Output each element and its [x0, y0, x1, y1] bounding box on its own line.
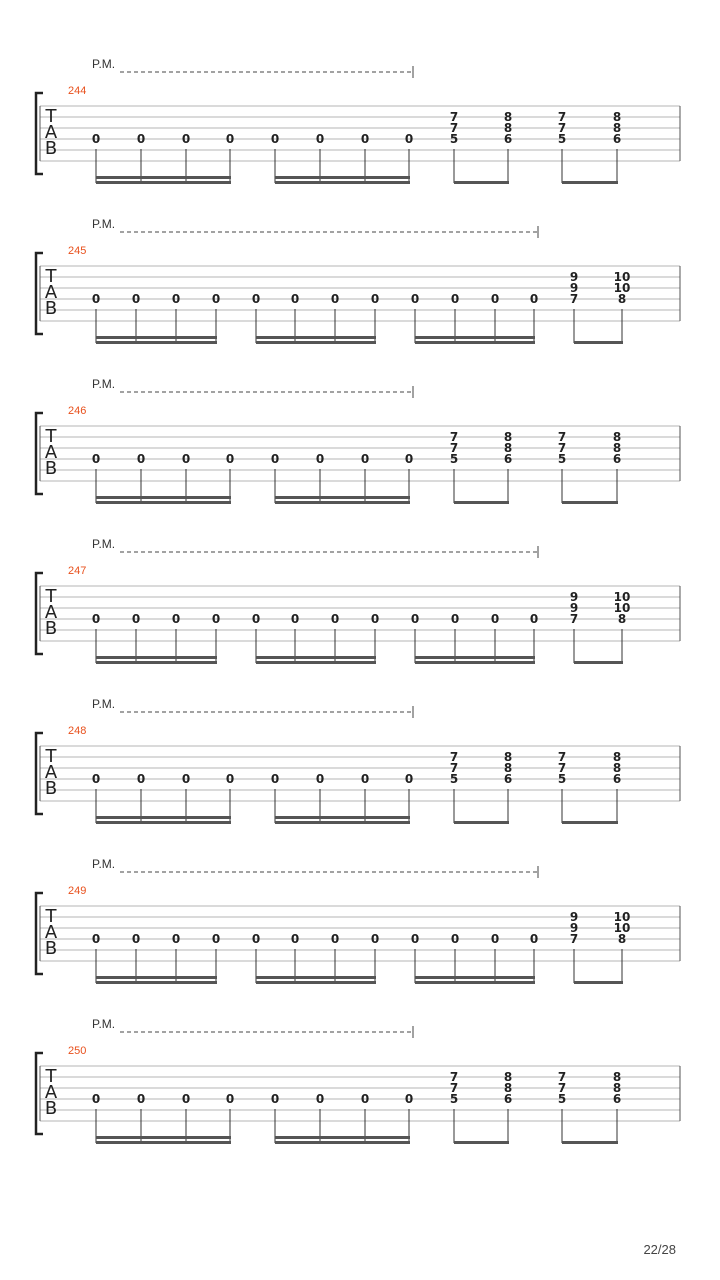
fret-number: 8	[503, 1081, 513, 1095]
fret-number: 5	[449, 132, 459, 146]
beam	[415, 981, 535, 984]
tab-clef-letter: A	[44, 442, 58, 463]
beam	[96, 981, 217, 984]
fret-number: 0	[225, 772, 235, 786]
fret-number: 0	[450, 932, 460, 946]
fret-number: 0	[450, 292, 460, 306]
fret-number: 0	[91, 612, 101, 626]
fret-number: 7	[557, 1070, 567, 1084]
fret-number: 0	[131, 292, 141, 306]
fret-number: 0	[315, 1092, 325, 1106]
beam	[415, 341, 535, 344]
fret-number: 0	[410, 932, 420, 946]
tab-clef-letter: B	[44, 138, 58, 159]
fret-number: 0	[404, 1092, 414, 1106]
fret-number: 7	[449, 750, 459, 764]
fret-number: 10	[613, 281, 631, 295]
measure-number: 244	[68, 85, 87, 97]
palm-mute-label: P.M.	[92, 57, 116, 71]
fret-number: 0	[404, 452, 414, 466]
fret-number: 8	[617, 612, 627, 626]
fret-number: 0	[181, 772, 191, 786]
tab-clef-letter: A	[44, 1082, 58, 1103]
fret-number: 8	[503, 1070, 513, 1084]
beam	[454, 501, 509, 504]
tab-clef-letter: T	[45, 266, 57, 287]
fret-number: 9	[569, 270, 579, 284]
fret-number: 8	[503, 110, 513, 124]
tab-system-249	[36, 857, 680, 984]
fret-number: 6	[612, 452, 622, 466]
fret-number: 0	[171, 932, 181, 946]
fret-number: 0	[211, 932, 221, 946]
fret-number: 7	[449, 441, 459, 455]
fret-number: 9	[569, 281, 579, 295]
fret-number: 8	[503, 750, 513, 764]
beam	[96, 661, 217, 664]
fret-number: 7	[449, 110, 459, 124]
beam-secondary	[96, 176, 231, 179]
fret-number: 0	[270, 452, 280, 466]
beam	[574, 661, 623, 664]
palm-mute-label: P.M.	[92, 857, 116, 871]
tab-system-246	[36, 377, 680, 504]
tab-clef-letter: B	[44, 1098, 58, 1119]
fret-number: 0	[360, 132, 370, 146]
measure-number: 248	[68, 725, 87, 737]
measure-number: 246	[68, 405, 87, 417]
fret-number: 10	[613, 601, 631, 615]
measure-number: 249	[68, 885, 87, 897]
tab-clef-letter: B	[44, 618, 58, 639]
beam	[256, 661, 376, 664]
beam-secondary	[96, 496, 231, 499]
fret-number: 0	[211, 292, 221, 306]
fret-number: 0	[360, 1092, 370, 1106]
fret-number: 7	[569, 932, 579, 946]
fret-number: 0	[529, 292, 539, 306]
beam-secondary	[256, 976, 376, 979]
fret-number: 5	[557, 1092, 567, 1106]
page-number: 22/28	[643, 1242, 676, 1257]
fret-number: 8	[612, 430, 622, 444]
fret-number: 0	[91, 132, 101, 146]
palm-mute-label: P.M.	[92, 217, 116, 231]
fret-number: 9	[569, 601, 579, 615]
fret-number: 7	[557, 761, 567, 775]
fret-number: 8	[617, 292, 627, 306]
fret-number: 0	[171, 292, 181, 306]
beam-secondary	[275, 496, 410, 499]
beam-secondary	[96, 336, 217, 339]
fret-number: 6	[503, 452, 513, 466]
beam-secondary	[275, 176, 410, 179]
beam-secondary	[275, 816, 410, 819]
fret-number: 0	[136, 132, 146, 146]
beam	[275, 181, 410, 184]
fret-number: 10	[613, 590, 631, 604]
fret-number: 7	[557, 110, 567, 124]
fret-number: 8	[612, 750, 622, 764]
fret-number: 7	[449, 761, 459, 775]
beam	[96, 181, 231, 184]
tab-clef-letter: B	[44, 938, 58, 959]
fret-number: 8	[503, 761, 513, 775]
fret-number: 0	[529, 612, 539, 626]
tab-clef-letter: A	[44, 762, 58, 783]
fret-number: 9	[569, 910, 579, 924]
fret-number: 7	[557, 121, 567, 135]
fret-number: 7	[557, 1081, 567, 1095]
tab-system-247	[36, 537, 680, 664]
beam-secondary	[96, 816, 231, 819]
measure-number: 250	[68, 1045, 87, 1057]
fret-number: 8	[612, 441, 622, 455]
fret-number: 7	[569, 292, 579, 306]
tab-clef-letter: T	[45, 586, 57, 607]
fret-number: 6	[503, 1092, 513, 1106]
fret-number: 0	[91, 292, 101, 306]
fret-number: 8	[612, 121, 622, 135]
tab-system-245	[36, 217, 680, 344]
fret-number: 0	[91, 452, 101, 466]
beam-secondary	[96, 656, 217, 659]
beam	[562, 1141, 618, 1144]
fret-number: 6	[612, 1092, 622, 1106]
fret-number: 7	[449, 430, 459, 444]
fret-number: 0	[290, 932, 300, 946]
beam-secondary	[96, 1136, 231, 1139]
beam-secondary	[275, 1136, 410, 1139]
fret-number: 0	[410, 292, 420, 306]
beam-secondary	[256, 336, 376, 339]
fret-number: 8	[503, 121, 513, 135]
fret-number: 8	[612, 1070, 622, 1084]
fret-number: 0	[181, 452, 191, 466]
tab-clef-letter: T	[45, 1066, 57, 1087]
fret-number: 0	[136, 1092, 146, 1106]
tab-clef-letter: B	[44, 298, 58, 319]
fret-number: 0	[225, 452, 235, 466]
palm-mute-label: P.M.	[92, 1017, 116, 1031]
fret-number: 0	[136, 772, 146, 786]
fret-number: 8	[612, 761, 622, 775]
beam	[574, 341, 623, 344]
fret-number: 0	[330, 292, 340, 306]
tab-clef-letter: A	[44, 602, 58, 623]
fret-number: 0	[136, 452, 146, 466]
beam	[562, 181, 618, 184]
fret-number: 0	[270, 132, 280, 146]
fret-number: 0	[315, 132, 325, 146]
fret-number: 0	[131, 612, 141, 626]
beam-secondary	[415, 656, 535, 659]
fret-number: 0	[251, 612, 261, 626]
fret-number: 7	[557, 430, 567, 444]
fret-number: 8	[503, 441, 513, 455]
fret-number: 0	[370, 612, 380, 626]
fret-number: 10	[613, 270, 631, 284]
fret-number: 8	[503, 430, 513, 444]
fret-number: 5	[449, 452, 459, 466]
fret-number: 6	[612, 132, 622, 146]
fret-number: 0	[490, 932, 500, 946]
fret-number: 0	[410, 612, 420, 626]
tab-system-250	[36, 1017, 680, 1144]
beam	[256, 981, 376, 984]
fret-number: 0	[404, 772, 414, 786]
fret-number: 0	[251, 292, 261, 306]
beam	[454, 821, 509, 824]
fret-number: 6	[503, 132, 513, 146]
fret-number: 0	[91, 1092, 101, 1106]
fret-number: 0	[290, 612, 300, 626]
fret-number: 6	[503, 772, 513, 786]
fret-number: 0	[404, 132, 414, 146]
fret-number: 7	[557, 441, 567, 455]
fret-number: 0	[490, 612, 500, 626]
tab-clef-letter: B	[44, 778, 58, 799]
beam	[96, 501, 231, 504]
tab-clef-letter: A	[44, 122, 58, 143]
fret-number: 7	[449, 1081, 459, 1095]
measure-number: 247	[68, 565, 87, 577]
fret-number: 0	[225, 132, 235, 146]
beam-secondary	[256, 656, 376, 659]
fret-number: 8	[612, 110, 622, 124]
beam	[275, 1141, 410, 1144]
fret-number: 5	[449, 772, 459, 786]
beam	[574, 981, 623, 984]
fret-number: 7	[569, 612, 579, 626]
fret-number: 5	[557, 452, 567, 466]
tab-system-248	[36, 697, 680, 824]
measure-number: 245	[68, 245, 87, 257]
beam-secondary	[415, 336, 535, 339]
beam	[96, 821, 231, 824]
tab-clef-letter: T	[45, 426, 57, 447]
fret-number: 0	[181, 132, 191, 146]
beam	[256, 341, 376, 344]
fret-number: 10	[613, 921, 631, 935]
tab-system-244	[36, 57, 680, 184]
tab-clef-letter: T	[45, 906, 57, 927]
fret-number: 5	[557, 132, 567, 146]
fret-number: 0	[91, 772, 101, 786]
fret-number: 8	[612, 1081, 622, 1095]
fret-number: 9	[569, 921, 579, 935]
fret-number: 0	[171, 612, 181, 626]
palm-mute-label: P.M.	[92, 697, 116, 711]
tab-clef-letter: T	[45, 746, 57, 767]
tab-clef-letter: B	[44, 458, 58, 479]
fret-number: 0	[225, 1092, 235, 1106]
tab-clef-letter: T	[45, 106, 57, 127]
fret-number: 0	[181, 1092, 191, 1106]
fret-number: 0	[529, 932, 539, 946]
fret-number: 0	[251, 932, 261, 946]
fret-number: 6	[612, 772, 622, 786]
fret-number: 0	[91, 932, 101, 946]
palm-mute-label: P.M.	[92, 537, 116, 551]
beam	[275, 501, 410, 504]
fret-number: 7	[449, 1070, 459, 1084]
beam	[454, 1141, 509, 1144]
beam	[454, 181, 509, 184]
fret-number: 0	[490, 292, 500, 306]
fret-number: 5	[449, 1092, 459, 1106]
fret-number: 0	[330, 612, 340, 626]
beam	[562, 501, 618, 504]
beam	[415, 661, 535, 664]
fret-number: 5	[557, 772, 567, 786]
palm-mute-label: P.M.	[92, 377, 116, 391]
tab-clef-letter: A	[44, 922, 58, 943]
fret-number: 9	[569, 590, 579, 604]
fret-number: 0	[330, 932, 340, 946]
beam	[275, 821, 410, 824]
fret-number: 0	[360, 772, 370, 786]
fret-number: 0	[315, 772, 325, 786]
fret-number: 0	[131, 932, 141, 946]
beam	[562, 821, 618, 824]
fret-number: 10	[613, 910, 631, 924]
fret-number: 0	[450, 612, 460, 626]
fret-number: 0	[270, 772, 280, 786]
fret-number: 0	[360, 452, 370, 466]
fret-number: 8	[617, 932, 627, 946]
fret-number: 0	[370, 292, 380, 306]
tab-clef-letter: A	[44, 282, 58, 303]
beam-secondary	[415, 976, 535, 979]
fret-number: 0	[211, 612, 221, 626]
beam-secondary	[96, 976, 217, 979]
fret-number: 7	[449, 121, 459, 135]
fret-number: 0	[315, 452, 325, 466]
fret-number: 0	[270, 1092, 280, 1106]
beam	[96, 341, 217, 344]
fret-number: 0	[370, 932, 380, 946]
fret-number: 0	[290, 292, 300, 306]
fret-number: 7	[557, 750, 567, 764]
beam	[96, 1141, 231, 1144]
